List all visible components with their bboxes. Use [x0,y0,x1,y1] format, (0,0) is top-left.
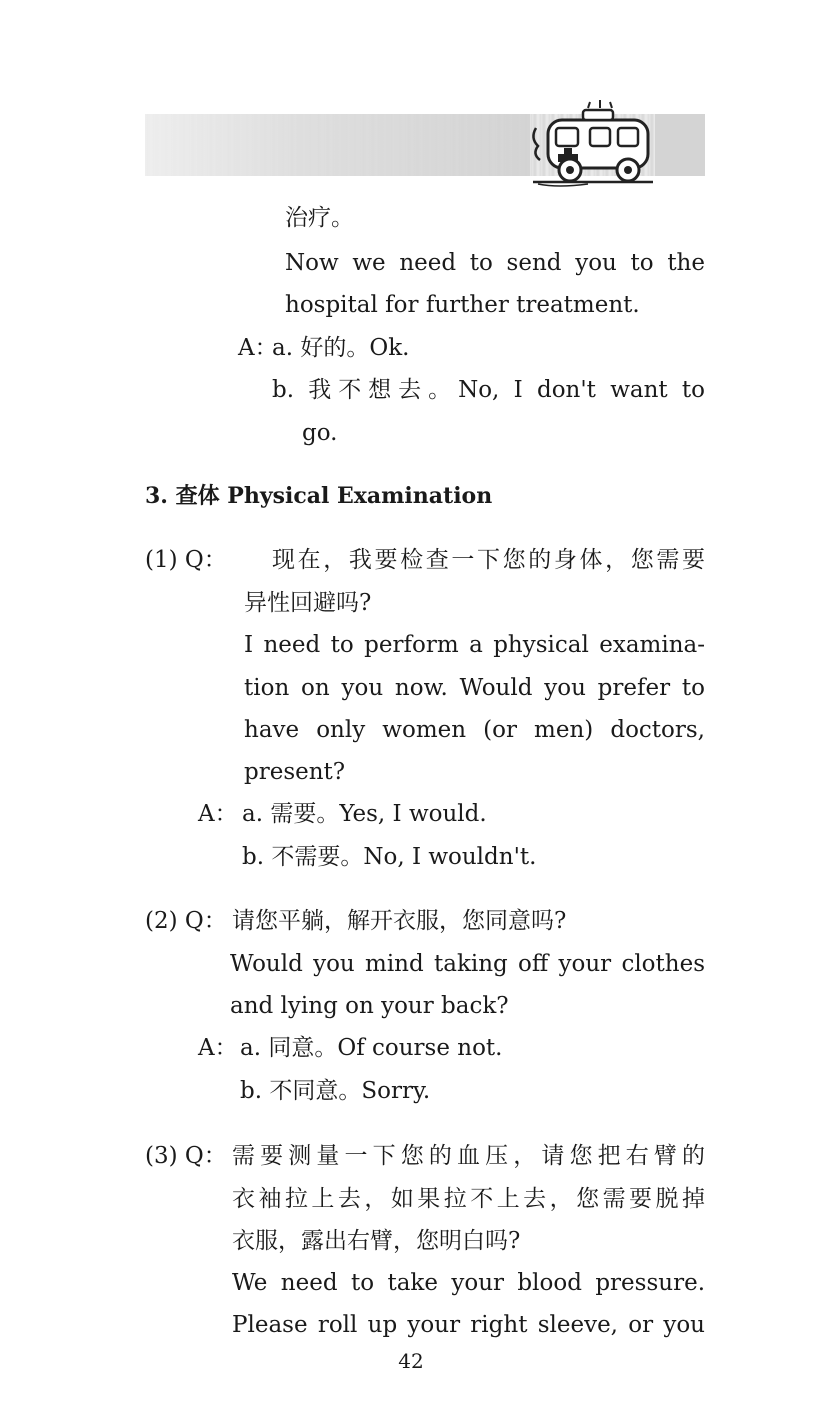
prev-answer-a: a. 好的。Ok. [272,335,410,361]
q2-answer-b: b. 不同意。Sorry. [240,1078,431,1104]
prev-answer-prefix: A： [238,335,278,361]
q3-question-en: We need to take your blood pressure. [232,1270,705,1296]
prev-question-en-line: hospital for further treatment. [285,292,640,318]
q3-question-cn: 衣袖拉上去，如果拉不上去，您需要脱掉 [232,1186,705,1212]
prev-answer-b-cont: go. [302,420,338,446]
ambulance-icon [528,98,658,190]
q2-answer-a: a. 同意。Of course not. [240,1035,503,1061]
section-heading: 3. 查体 Physical Examination [145,483,493,509]
q3-question-cn: 需要测量一下您的血压，请您把右臂的 [232,1143,705,1169]
q1-answer-b: b. 不需要。No, I wouldn't. [242,844,537,870]
header-band-right [655,114,705,176]
q3-question-en: Please roll up your right sleeve, or you [232,1312,705,1338]
q3-number: (3) Q： [145,1143,227,1169]
prev-question-cn: 治疗。 [285,205,354,231]
prev-question-en-line: Now we need to send you to the [285,250,705,276]
q1-question-en: I need to perform a physical examina- [244,632,705,658]
q2-question-en: and lying on your back? [230,993,509,1019]
q2-question-en: Would you mind taking off your clothes [230,951,705,977]
q1-answer-prefix: A： [198,801,238,827]
q1-question-en: have only women (or men) doctors, [244,717,705,743]
q2-question-cn: 请您平躺，解开衣服，您同意吗? [232,908,567,934]
q1-question-en: tion on you now. Would you prefer to [244,675,705,701]
q1-question-cn: 现在，我要检查一下您的身体，您需要 [272,547,705,573]
q2-answer-prefix: A： [198,1035,238,1061]
header-band-gradient [145,114,530,176]
q1-number: (1) Q： [145,547,227,573]
q1-answer-a: a. 需要。Yes, I would. [242,801,487,827]
q1-question-en: present? [244,759,346,785]
q2-number: (2) Q： [145,908,227,934]
prev-answer-b: b. 我不想去。No, I don't want to [272,377,705,403]
q3-question-cn: 衣服，露出右臂，您明白吗? [232,1228,521,1254]
page-number: 42 [398,1349,424,1373]
q1-question-cn: 异性回避吗? [244,590,372,616]
